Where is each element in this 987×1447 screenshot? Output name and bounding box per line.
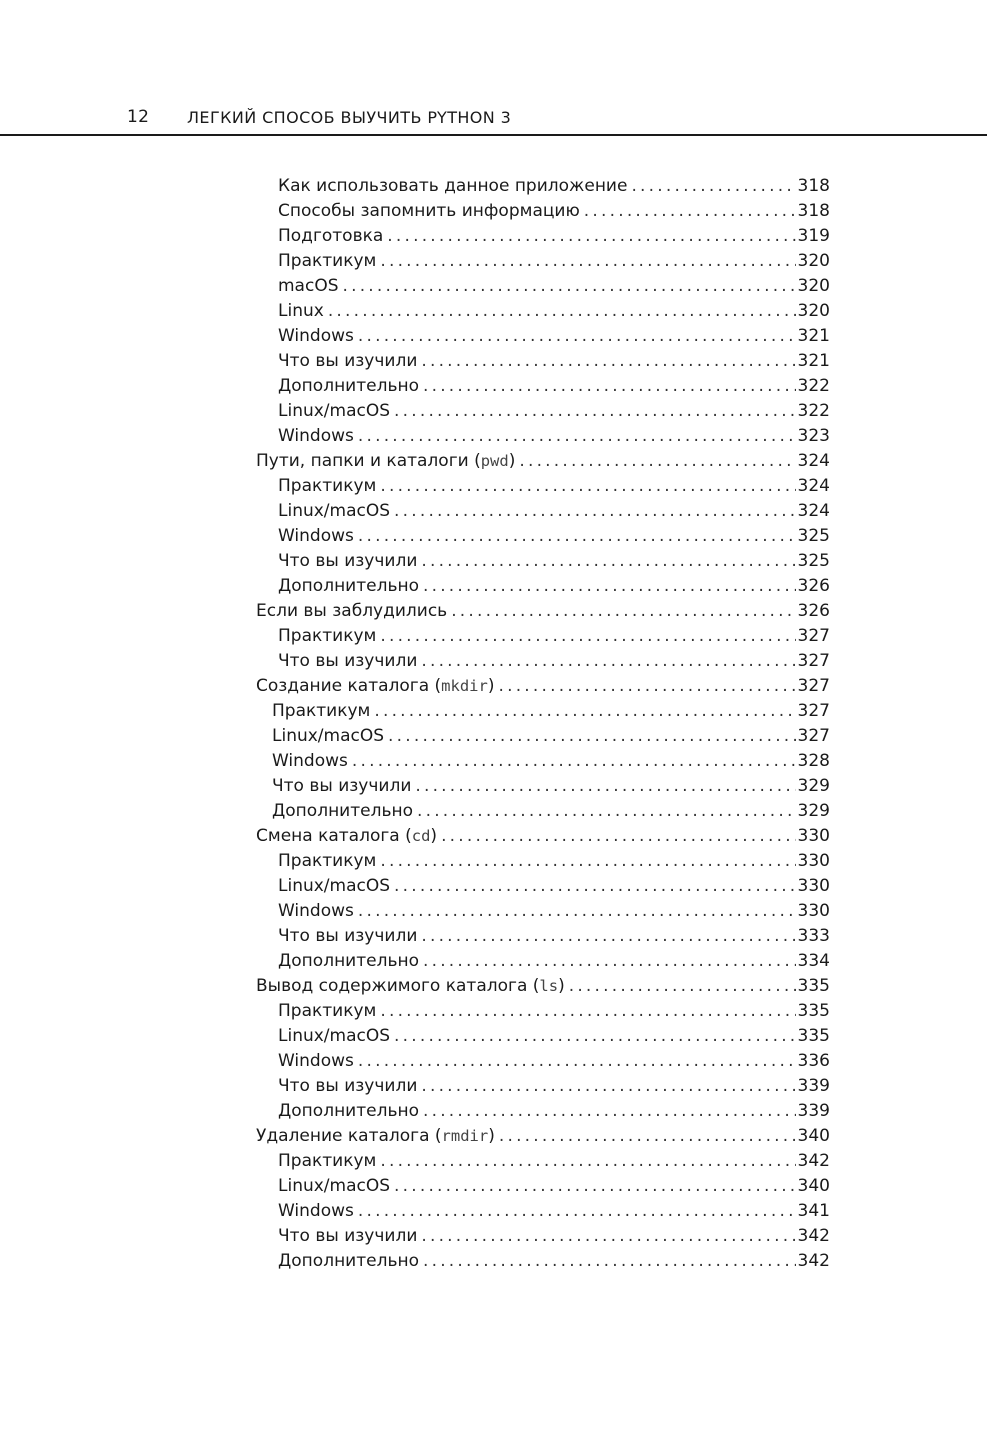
toc-subsection-entry[interactable] [0, 624, 830, 649]
running-header [0, 0, 987, 136]
toc-entry-text: Linux/macOS [278, 501, 391, 521]
toc-entry-text-suffix: ) [488, 1126, 495, 1146]
toc-entry-text: macOS [278, 276, 339, 296]
toc-page-number: 330 [797, 826, 830, 846]
toc-page-number: 319 [797, 226, 830, 246]
toc-section-entry[interactable] [0, 1124, 830, 1149]
toc-entry-title [278, 624, 376, 649]
toc-page-number: 320 [797, 251, 830, 271]
toc-entry-text: Практикум [278, 251, 377, 271]
toc-page-number: 324 [797, 476, 830, 496]
toc-entry-command: rmdir [441, 1127, 489, 1145]
toc-entry-title [278, 1249, 419, 1274]
toc-section-entry[interactable] [0, 449, 830, 474]
toc-entry-title [272, 749, 348, 774]
toc-subsection-entry[interactable] [0, 399, 830, 424]
toc-page-number: 327 [797, 626, 830, 646]
toc-subsection-entry[interactable] [0, 499, 830, 524]
dot-leader [631, 174, 795, 199]
toc-entry-title [278, 299, 324, 324]
toc-entry-text: Linux [278, 301, 324, 321]
toc-subsection-entry[interactable] [0, 1174, 830, 1199]
toc-page-number: 342 [797, 1251, 830, 1271]
dot-leader [423, 1099, 796, 1124]
toc-subsection-entry[interactable] [0, 224, 830, 249]
toc-entry-title [278, 474, 376, 499]
toc-entry-text: Windows [278, 526, 354, 546]
toc-subsection-entry[interactable] [0, 999, 830, 1024]
toc-entry-title [272, 799, 413, 824]
header-rule [0, 134, 987, 136]
page-number: 12 [127, 107, 150, 127]
toc-entry-title [256, 974, 565, 999]
toc-entry-title [278, 1049, 354, 1074]
table-of-contents [0, 174, 987, 1274]
toc-entry-text: Windows [278, 1201, 354, 1221]
toc-entry-text: Что вы изучили [278, 1226, 418, 1246]
dot-leader [380, 474, 795, 499]
dot-leader [421, 349, 795, 374]
dot-leader [394, 499, 796, 524]
toc-entry-title [278, 1149, 376, 1174]
toc-subsection-entry[interactable] [0, 1099, 830, 1124]
toc-entry-title [272, 774, 411, 799]
toc-entry-title [256, 824, 437, 849]
toc-entry-title [278, 1174, 390, 1199]
toc-page-number: 330 [797, 851, 830, 871]
toc-entry-title [278, 199, 580, 224]
toc-entry-title [278, 274, 339, 299]
toc-entry-command: mkdir [441, 677, 488, 695]
dot-leader [358, 424, 796, 449]
toc-page-number: 326 [797, 601, 830, 621]
toc-entry-text: Удаление каталога ( [256, 1126, 442, 1146]
dot-leader [352, 749, 796, 774]
toc-entry-title [278, 224, 383, 249]
dot-leader [388, 724, 796, 749]
toc-page-number: 334 [797, 951, 830, 971]
toc-entry-title [278, 849, 376, 874]
toc-entry-text: Практикум [278, 1001, 377, 1021]
dot-leader [421, 924, 795, 949]
toc-page-number: 329 [797, 801, 830, 821]
dot-leader [394, 874, 796, 899]
toc-entry-text: Windows [278, 326, 354, 346]
toc-entry-title [278, 499, 390, 524]
toc-entry-text: Linux/macOS [278, 1026, 391, 1046]
toc-entry-text: Практикум [278, 626, 377, 646]
toc-entry-text: Дополнительно [278, 1101, 419, 1121]
toc-entry-title [278, 374, 419, 399]
dot-leader [417, 799, 796, 824]
dot-leader [380, 849, 795, 874]
toc-subsection-entry[interactable] [0, 924, 830, 949]
toc-subsection-entry[interactable] [0, 949, 830, 974]
toc-entry-title [278, 549, 417, 574]
toc-entry-title [278, 174, 627, 199]
dot-leader [441, 824, 795, 849]
toc-page-number: 322 [797, 401, 830, 421]
toc-entry-title [278, 524, 354, 549]
toc-entry-text: Создание каталога ( [256, 676, 442, 696]
toc-entry-text: Windows [278, 901, 354, 921]
toc-entry-text: Что вы изучили [278, 351, 418, 371]
dot-leader [358, 1049, 796, 1074]
toc-entry-title [256, 1124, 495, 1149]
toc-entry-text: Linux/macOS [278, 401, 391, 421]
toc-page-number: 327 [797, 651, 830, 671]
dot-leader [498, 674, 795, 699]
toc-page-number: 330 [797, 901, 830, 921]
toc-page-number: 327 [797, 701, 830, 721]
toc-entry-text-suffix: ) [558, 976, 565, 996]
dot-leader [374, 699, 795, 724]
toc-entry-text: Если вы заблудились [256, 601, 448, 621]
toc-entry-text-suffix: ) [430, 826, 438, 846]
toc-subsection-entry[interactable] [0, 799, 830, 824]
toc-entry-text: Что вы изучили [272, 776, 412, 796]
toc-entry-command: ls [539, 977, 559, 995]
toc-subsection-entry[interactable] [0, 324, 830, 349]
dot-leader [343, 274, 796, 299]
toc-page-number: 324 [797, 451, 830, 471]
toc-entry-text: Дополнительно [278, 1251, 419, 1271]
toc-page-number: 333 [797, 926, 830, 946]
toc-entry-title [256, 674, 494, 699]
toc-subsection-entry[interactable] [0, 299, 830, 324]
toc-entry-title [278, 924, 417, 949]
toc-entry-title [256, 599, 447, 624]
toc-subsection-entry[interactable] [0, 374, 830, 399]
dot-leader [499, 1124, 796, 1149]
book-title: ЛЕГКИЙ СПОСОБ ВЫУЧИТЬ PYTHON 3 [187, 108, 512, 127]
dot-leader [423, 1249, 796, 1274]
dot-leader [421, 1074, 795, 1099]
toc-entry-title [278, 949, 419, 974]
toc-subsection-entry[interactable] [0, 774, 830, 799]
toc-subsection-entry[interactable] [0, 874, 830, 899]
toc-entry-title [272, 724, 384, 749]
toc-entry-text: Дополнительно [272, 801, 413, 821]
toc-page-number: 320 [797, 276, 830, 296]
toc-subsection-entry[interactable] [0, 1149, 830, 1174]
toc-entry-text: Что вы изучили [278, 926, 418, 946]
toc-page-number: 327 [797, 676, 830, 696]
toc-page-number: 324 [797, 501, 830, 521]
toc-entry-text: Windows [272, 751, 348, 771]
toc-page-number: 327 [797, 726, 830, 746]
toc-subsection-entry[interactable] [0, 249, 830, 274]
toc-entry-text: Что вы изучили [278, 1076, 418, 1096]
dot-leader [519, 449, 795, 474]
dot-leader [421, 1224, 795, 1249]
toc-subsection-entry[interactable] [0, 274, 830, 299]
toc-page-number: 342 [797, 1151, 830, 1171]
toc-subsection-entry[interactable] [0, 899, 830, 924]
toc-entry-title [278, 649, 417, 674]
toc-subsection-entry[interactable] [0, 1024, 830, 1049]
toc-subsection-entry[interactable] [0, 1049, 830, 1074]
toc-entry-text: Что вы изучили [278, 651, 418, 671]
toc-subsection-entry[interactable] [0, 849, 830, 874]
toc-entry-title [278, 249, 376, 274]
toc-entry-text: Способы запомнить информацию [278, 201, 580, 221]
toc-entry-title [278, 1074, 417, 1099]
dot-leader [423, 949, 796, 974]
toc-section-entry[interactable] [0, 674, 830, 699]
toc-entry-text-suffix: ) [487, 676, 495, 696]
dot-leader [328, 299, 796, 324]
toc-entry-text: Пути, папки и каталоги ( [256, 451, 481, 471]
dot-leader [380, 999, 795, 1024]
toc-entry-text: Практикум [278, 1151, 377, 1171]
toc-entry-title [278, 1024, 390, 1049]
toc-subsection-entry[interactable] [0, 199, 830, 224]
toc-entry-title [278, 874, 390, 899]
toc-page-number: 330 [797, 876, 830, 896]
toc-entry-text: Дополнительно [278, 951, 419, 971]
toc-subsection-entry[interactable] [0, 549, 830, 574]
toc-entry-title [278, 424, 354, 449]
dot-leader [415, 774, 795, 799]
dot-leader [423, 574, 796, 599]
toc-entry-title [278, 399, 390, 424]
toc-page-number: 340 [797, 1126, 830, 1146]
dot-leader [380, 249, 795, 274]
toc-page-number: 340 [797, 1176, 830, 1196]
toc-page-number: 325 [797, 551, 830, 571]
toc-section-entry[interactable] [0, 824, 830, 849]
toc-page-number: 341 [797, 1201, 830, 1221]
toc-entry-command: cd [411, 827, 431, 845]
toc-entry-text: Как использовать данное приложение [278, 176, 628, 196]
toc-entry-title [272, 699, 370, 724]
dot-leader [451, 599, 795, 624]
toc-subsection-entry[interactable] [0, 574, 830, 599]
toc-page-number: 328 [797, 751, 830, 771]
toc-entry-text-suffix: ) [508, 451, 516, 471]
toc-entry-text: Смена каталога ( [256, 826, 412, 846]
toc-page-number: 342 [797, 1226, 830, 1246]
toc-page-number: 336 [797, 1051, 830, 1071]
toc-entry-text: Linux/macOS [272, 726, 385, 746]
toc-page-number: 321 [797, 351, 830, 371]
toc-entry-title [278, 1099, 419, 1124]
toc-entry-text: Практикум [278, 851, 377, 871]
toc-entry-text: Linux/macOS [278, 1176, 391, 1196]
toc-subsection-entry[interactable] [0, 1074, 830, 1099]
toc-page-number: 323 [797, 426, 830, 446]
dot-leader [423, 374, 796, 399]
toc-subsection-entry[interactable] [0, 474, 830, 499]
toc-entry-text: Подготовка [278, 226, 384, 246]
toc-page-number: 326 [797, 576, 830, 596]
toc-section-entry[interactable] [0, 974, 830, 999]
toc-entry-title [278, 324, 354, 349]
toc-entry-title [278, 1199, 354, 1224]
dot-leader [394, 1024, 796, 1049]
toc-page-number: 318 [797, 201, 830, 221]
toc-subsection-entry[interactable] [0, 424, 830, 449]
toc-entry-title [278, 999, 376, 1024]
toc-entry-title [278, 1224, 417, 1249]
dot-leader [394, 1174, 796, 1199]
toc-subsection-entry[interactable] [0, 1249, 830, 1274]
toc-subsection-entry[interactable] [0, 174, 830, 199]
toc-entry-text: Windows [278, 1051, 354, 1071]
dot-leader [421, 649, 795, 674]
toc-entry-text: Вывод содержимого каталога ( [256, 976, 540, 996]
dot-leader [387, 224, 795, 249]
toc-subsection-entry[interactable] [0, 349, 830, 374]
toc-entry-text: Практикум [272, 701, 371, 721]
toc-entry-text: Linux/macOS [278, 876, 391, 896]
dot-leader [380, 624, 795, 649]
dot-leader [358, 899, 796, 924]
toc-page-number: 335 [797, 976, 830, 996]
dot-leader [380, 1149, 795, 1174]
dot-leader [421, 549, 795, 574]
toc-subsection-entry[interactable] [0, 699, 830, 724]
dot-leader [584, 199, 796, 224]
toc-entry-text: Что вы изучили [278, 551, 418, 571]
toc-subsection-entry[interactable] [0, 749, 830, 774]
toc-page-number: 335 [797, 1001, 830, 1021]
dot-leader [358, 324, 796, 349]
toc-subsection-entry[interactable] [0, 1224, 830, 1249]
toc-page-number: 339 [797, 1076, 830, 1096]
toc-page-number: 329 [797, 776, 830, 796]
dot-leader [358, 524, 796, 549]
toc-subsection-entry[interactable] [0, 1199, 830, 1224]
toc-page-number: 322 [797, 376, 830, 396]
toc-entry-title [278, 899, 354, 924]
toc-section-entry[interactable] [0, 599, 830, 624]
toc-subsection-entry[interactable] [0, 649, 830, 674]
toc-page-number: 335 [797, 1026, 830, 1046]
toc-page-number: 339 [797, 1101, 830, 1121]
toc-entry-text: Практикум [278, 476, 377, 496]
toc-page-number: 318 [797, 176, 830, 196]
toc-page-number: 320 [797, 301, 830, 321]
dot-leader [358, 1199, 796, 1224]
toc-entry-text: Дополнительно [278, 576, 419, 596]
toc-page-number: 325 [797, 526, 830, 546]
toc-entry-text: Дополнительно [278, 376, 419, 396]
dot-leader [569, 974, 796, 999]
dot-leader [394, 399, 796, 424]
toc-entry-command: pwd [480, 452, 509, 470]
toc-entry-text: Windows [278, 426, 354, 446]
toc-entry-title [278, 349, 417, 374]
toc-subsection-entry[interactable] [0, 724, 830, 749]
toc-entry-title [256, 449, 515, 474]
toc-entry-title [278, 574, 419, 599]
toc-subsection-entry[interactable] [0, 524, 830, 549]
toc-page-number: 321 [797, 326, 830, 346]
